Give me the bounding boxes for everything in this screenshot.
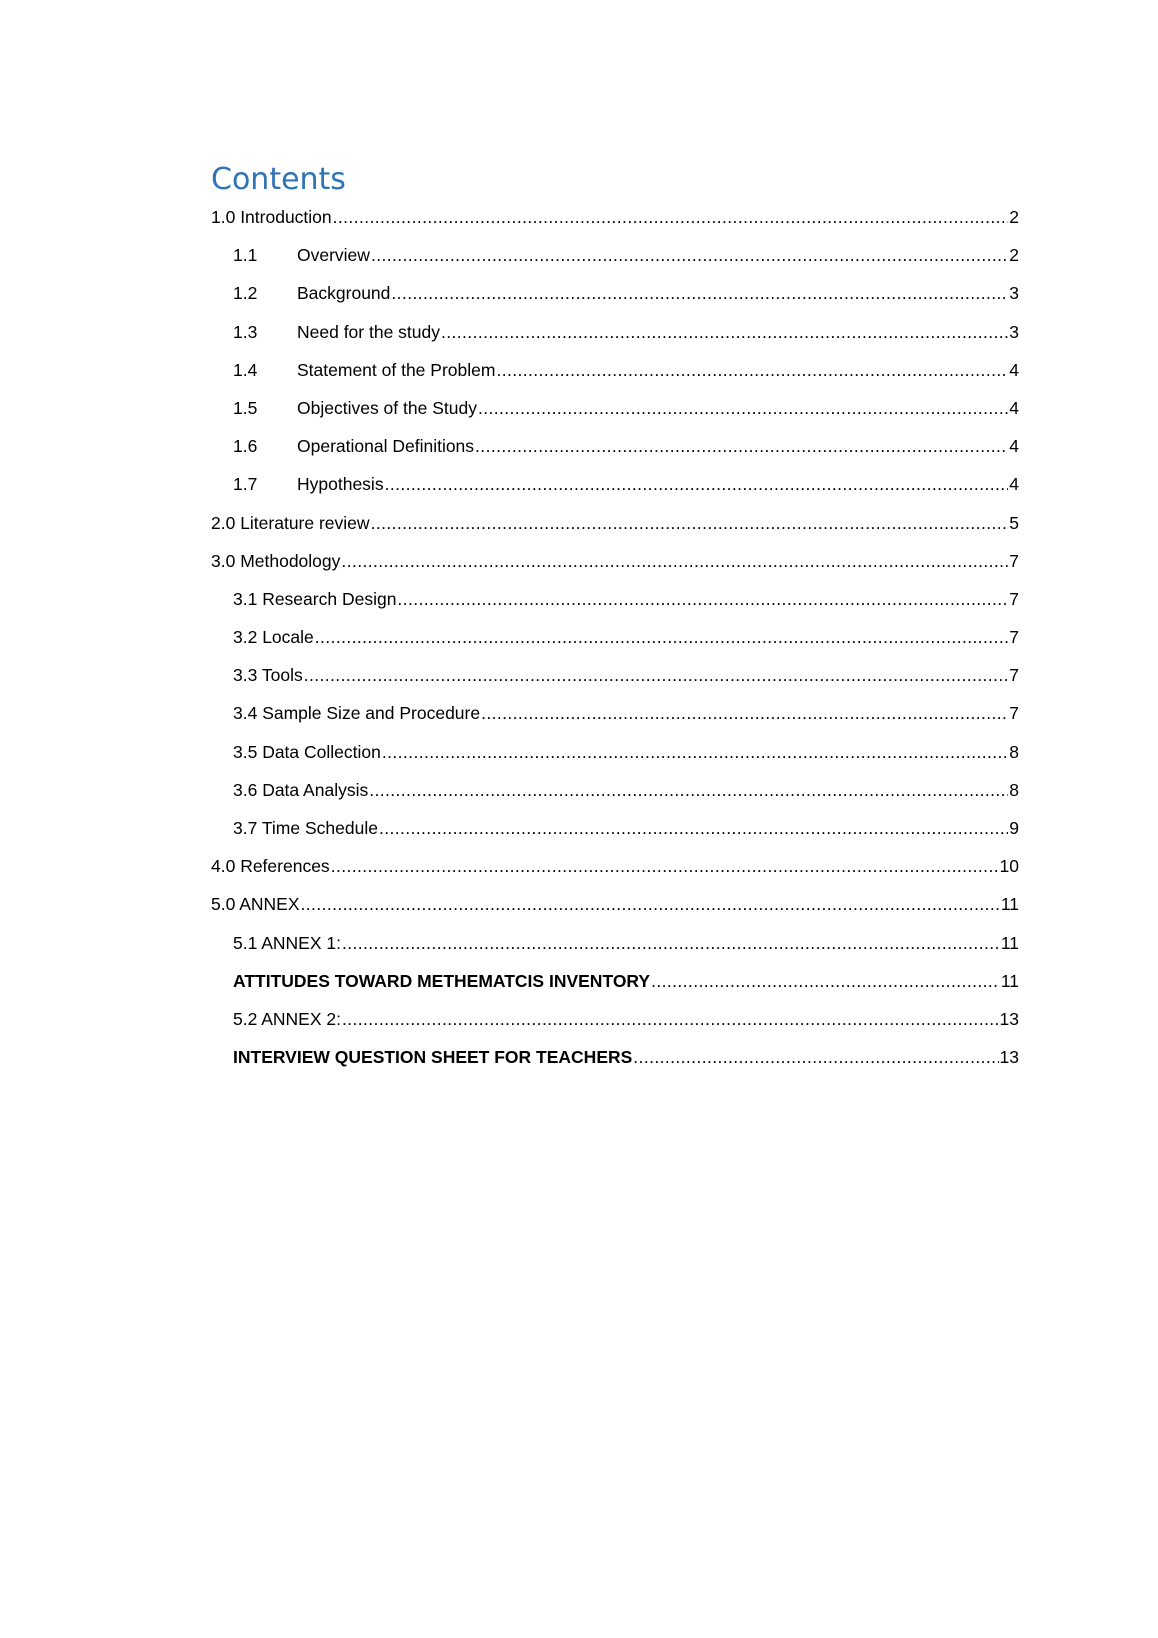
dot-leader: [385, 471, 1009, 497]
toc-entry-label[interactable]: 3.2 Locale: [233, 627, 314, 648]
toc-entry-number: 1.1: [233, 245, 258, 266]
dot-leader: [633, 1044, 998, 1070]
dot-leader: [331, 853, 999, 879]
dot-leader: [342, 1006, 999, 1032]
toc-entry[interactable]: [211, 968, 1019, 1006]
toc-entry-label[interactable]: 3.0 Methodology: [211, 550, 341, 571]
toc-title: Contents: [211, 162, 346, 197]
toc-entry-page-number[interactable]: 3: [1009, 321, 1019, 342]
toc-entry[interactable]: [211, 548, 1019, 586]
toc-entry[interactable]: [211, 624, 1019, 662]
toc-entry-label[interactable]: 3.6 Data Analysis: [233, 779, 369, 800]
toc-entry-page-number[interactable]: 7: [1009, 550, 1019, 571]
toc-entry-label[interactable]: Statement of the Problem: [297, 359, 496, 380]
toc-entry[interactable]: [211, 242, 1019, 280]
toc-entry[interactable]: [211, 586, 1019, 624]
dot-leader: [342, 930, 1000, 956]
toc-entry-page-number[interactable]: 13: [999, 1008, 1019, 1029]
dot-leader: [478, 395, 1008, 421]
toc-entry-page-number[interactable]: 4: [1009, 397, 1019, 418]
toc-entry-label[interactable]: 2.0 Literature review: [211, 512, 370, 533]
dot-leader: [379, 815, 1008, 841]
toc-entry[interactable]: [211, 891, 1019, 929]
toc-entry-label[interactable]: ATTITUDES TOWARD METHEMATCIS INVENTORY: [233, 970, 651, 991]
toc-entry[interactable]: [211, 739, 1019, 777]
toc-entry-label[interactable]: 5.1 ANNEX 1:: [233, 932, 341, 953]
toc-entry-page-number[interactable]: 2: [1009, 245, 1019, 266]
toc-entry-number: 1.2: [233, 283, 258, 304]
toc-entry-label[interactable]: 3.5 Data Collection: [233, 741, 381, 762]
toc-entry-page-number[interactable]: 4: [1009, 474, 1019, 495]
toc-entry-page-number[interactable]: 2: [1009, 207, 1019, 227]
dot-leader: [301, 891, 1000, 917]
toc-entry-label[interactable]: 3.4 Sample Size and Procedure: [233, 703, 481, 724]
dot-leader: [441, 319, 1008, 345]
toc-entry[interactable]: [211, 777, 1019, 815]
dot-leader: [391, 280, 1008, 306]
toc-entry-page-number[interactable]: 10: [999, 856, 1019, 877]
dot-leader: [315, 624, 1009, 650]
toc-entry-label[interactable]: Background: [297, 283, 391, 304]
toc-entry-label[interactable]: 3.1 Research Design: [233, 588, 397, 609]
toc-entry-page-number[interactable]: 9: [1009, 818, 1019, 838]
toc-entry-page-number[interactable]: 7: [1009, 665, 1019, 686]
dot-leader: [333, 204, 1009, 230]
toc-entry-page-number[interactable]: 11: [1000, 970, 1019, 991]
toc-entry[interactable]: [211, 357, 1019, 395]
toc-entry-page-number[interactable]: 4: [1009, 359, 1019, 380]
toc-entry-label[interactable]: INTERVIEW QUESTION SHEET FOR TEACHERS: [233, 1047, 633, 1068]
toc-entry[interactable]: [211, 853, 1019, 891]
toc-entry-number: 1.5: [233, 397, 258, 418]
dot-leader: [397, 586, 1008, 612]
toc-entry-number: 1.3: [233, 321, 258, 342]
toc-entry-number: 1.6: [233, 436, 258, 457]
dot-leader: [369, 777, 1008, 803]
toc-entry-page-number[interactable]: 11: [1000, 894, 1019, 915]
dot-leader: [304, 662, 1009, 688]
toc-entry-page-number[interactable]: 7: [1009, 588, 1019, 609]
toc-entry[interactable]: [211, 280, 1019, 318]
toc-entry-page-number[interactable]: 8: [1009, 741, 1019, 762]
toc-entry-number: 1.4: [233, 359, 258, 380]
toc-entry[interactable]: [211, 1006, 1019, 1044]
toc-entry-label[interactable]: Overview: [297, 245, 370, 266]
dot-leader: [382, 739, 1008, 765]
dot-leader: [341, 548, 1008, 574]
toc-entry-label[interactable]: 4.0 References: [211, 856, 330, 877]
toc-entry[interactable]: [211, 700, 1019, 738]
dot-leader: [475, 433, 1008, 459]
toc-entry-label[interactable]: 5.2 ANNEX 2:: [233, 1008, 341, 1029]
toc-entry[interactable]: [211, 395, 1019, 433]
dot-leader: [651, 968, 1000, 994]
toc-entry[interactable]: [211, 510, 1019, 548]
dot-leader: [371, 510, 1009, 536]
toc-entry-label[interactable]: 3.7 Time Schedule: [233, 818, 378, 838]
toc-entry-page-number[interactable]: 5: [1009, 512, 1019, 533]
toc-entry[interactable]: [211, 319, 1019, 357]
toc-entry-label[interactable]: Operational Definitions: [297, 436, 475, 457]
toc-entry-page-number[interactable]: 4: [1009, 436, 1019, 457]
toc-entry[interactable]: [211, 662, 1019, 700]
toc-entry-page-number[interactable]: 8: [1009, 779, 1019, 800]
toc-entry-page-number[interactable]: 7: [1009, 703, 1019, 724]
dot-leader: [481, 700, 1008, 726]
toc-entry-label[interactable]: Objectives of the Study: [297, 397, 477, 418]
toc-entry-label[interactable]: 5.0 ANNEX: [211, 894, 300, 915]
table-of-contents: [211, 204, 1019, 1082]
toc-entry[interactable]: [211, 471, 1019, 509]
dot-leader: [496, 357, 1008, 383]
toc-entry-page-number[interactable]: 11: [1000, 932, 1019, 953]
toc-entry[interactable]: [211, 930, 1019, 968]
toc-entry[interactable]: [211, 204, 1019, 242]
toc-entry-page-number[interactable]: 7: [1009, 627, 1019, 648]
toc-entry-label[interactable]: Need for the study: [297, 321, 440, 342]
toc-entry-label[interactable]: 3.3 Tools: [233, 665, 303, 686]
toc-entry-label[interactable]: 1.0 Introduction: [211, 207, 332, 227]
toc-entry-number: 1.7: [233, 474, 258, 495]
toc-entry[interactable]: [211, 1044, 1019, 1082]
toc-entry[interactable]: [211, 433, 1019, 471]
toc-entry-label[interactable]: Hypothesis: [297, 474, 384, 495]
toc-entry[interactable]: [211, 815, 1019, 853]
toc-entry-page-number[interactable]: 13: [999, 1047, 1019, 1068]
dot-leader: [371, 242, 1008, 268]
toc-entry-page-number[interactable]: 3: [1009, 283, 1019, 304]
